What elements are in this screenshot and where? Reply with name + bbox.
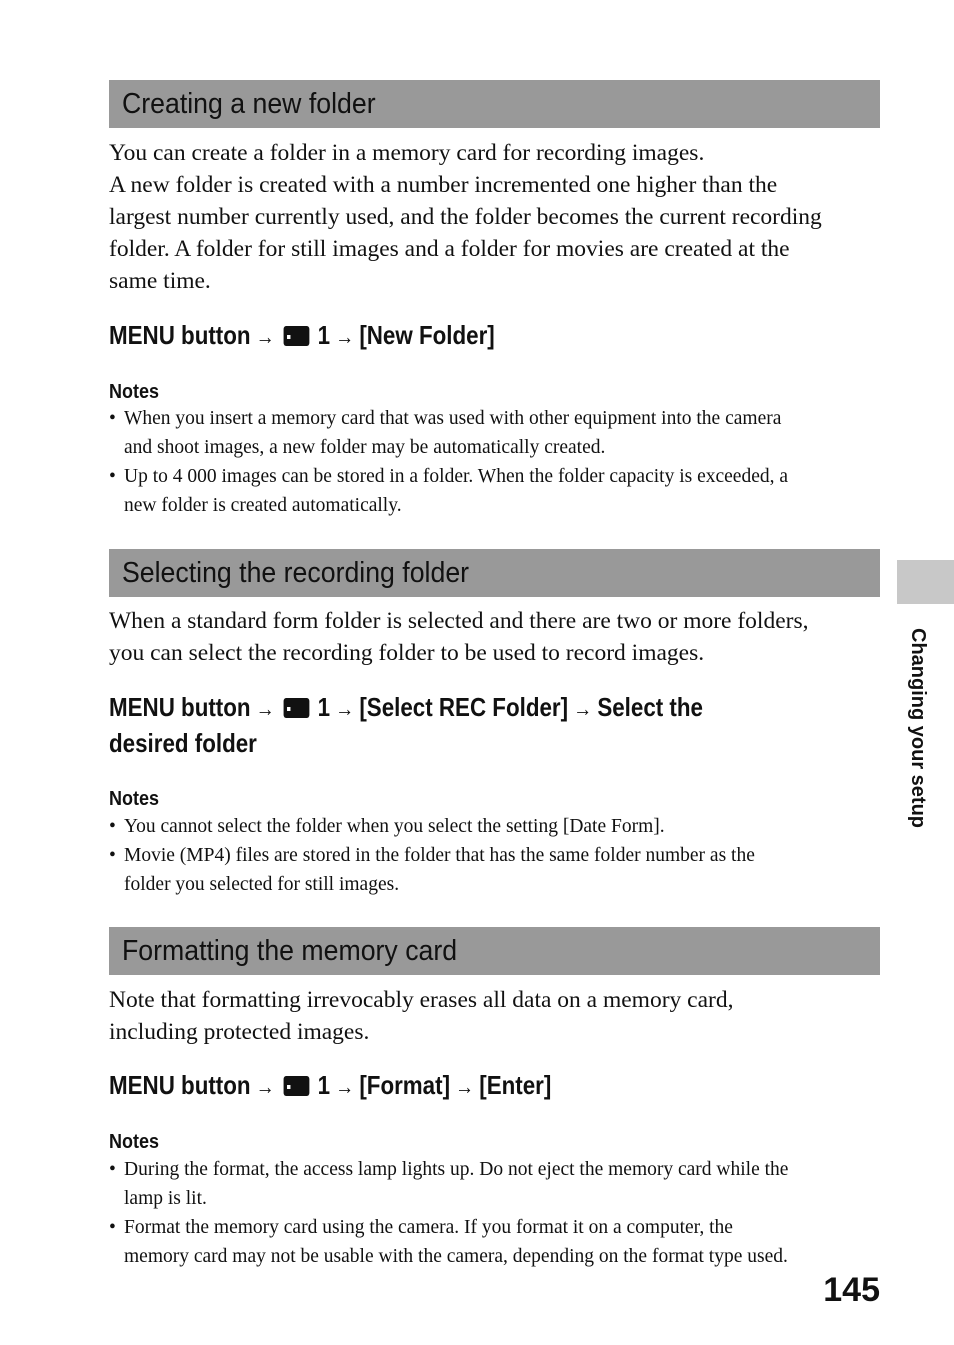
arrow-icon: → <box>255 1074 275 1099</box>
page-number: 145 <box>823 1271 880 1309</box>
notes-list <box>109 1155 889 1271</box>
body-line: Note that formatting irrevocably erases all data on a memory card, <box>109 987 734 1013</box>
menu-step: [Select REC Folder] <box>359 692 569 722</box>
note-item: • Format the memory card using the camera. If you format it on a computer, the memory card may not be usable with the camera, depending on the format type used. <box>109 1213 889 1271</box>
menu-button-label: MENU button <box>109 692 251 722</box>
chapter-tab-marker <box>897 560 954 604</box>
body-line: same time. <box>109 268 211 294</box>
arrow-icon: → <box>335 1074 355 1099</box>
body-line: largest number currently used, and the folder becomes the current recording <box>109 204 822 230</box>
memory-card-icon <box>283 326 309 346</box>
notes-list <box>109 812 889 899</box>
menu-tab-number: 1 <box>317 692 331 722</box>
arrow-icon: → <box>335 324 355 349</box>
menu-step: [Format] <box>359 1070 451 1100</box>
menu-tab-number: 1 <box>317 320 331 350</box>
notes-heading: Notes <box>109 788 160 810</box>
note-item: • When you insert a memory card that was used with other equipment into the camera and shoot images, a new folder may be automatically created. <box>109 404 889 462</box>
menu-path-format <box>109 1068 889 1104</box>
section-title-creating-folder: Creating a new folder <box>109 80 880 128</box>
memory-card-icon <box>283 1076 309 1096</box>
note-item: • You cannot select the folder when you select the setting [Date Form]. <box>109 812 889 841</box>
note-item: • Up to 4 000 images can be stored in a folder. When the folder capacity is exceeded, a new folder is created automatically. <box>109 462 889 520</box>
body-line: folder. A folder for still images and a folder for movies are created at the <box>109 236 790 262</box>
arrow-icon: → <box>255 696 275 721</box>
arrow-icon: → <box>255 324 275 349</box>
section-body-selecting-folder <box>109 605 889 669</box>
menu-path-select-rec-folder <box>109 690 889 761</box>
body-line: you can select the recording folder to be used to record images. <box>109 640 705 666</box>
body-line: You can create a folder in a memory card for recording images. <box>109 140 705 166</box>
memory-card-icon <box>283 698 309 718</box>
note-item: • Movie (MP4) files are stored in the folder that has the same folder number as the folder you selected for still images. <box>109 841 889 899</box>
menu-step: Select the <box>597 692 703 722</box>
menu-step: [Enter] <box>479 1070 552 1100</box>
menu-step: [New Folder] <box>359 320 495 350</box>
menu-tab-number: 1 <box>317 1070 331 1100</box>
section-body-formatting-card <box>109 984 889 1048</box>
notes-heading: Notes <box>109 1131 160 1153</box>
notes-heading: Notes <box>109 381 160 403</box>
menu-path-new-folder <box>109 318 889 354</box>
menu-button-label: MENU button <box>109 320 251 350</box>
menu-step-continuation: desired folder <box>109 728 257 758</box>
body-line: A new folder is created with a number incremented one higher than the <box>109 172 778 198</box>
menu-button-label: MENU button <box>109 1070 251 1100</box>
body-line: When a standard form folder is selected and there are two or more folders, <box>109 608 809 634</box>
arrow-icon: → <box>455 1074 475 1099</box>
body-line: including protected images. <box>109 1019 370 1045</box>
section-title-formatting-card: Formatting the memory card <box>109 927 880 975</box>
section-body-creating-folder <box>109 137 889 297</box>
arrow-icon: → <box>335 696 355 721</box>
notes-list <box>109 404 889 520</box>
section-title-selecting-folder: Selecting the recording folder <box>109 549 880 597</box>
chapter-tab-label: Changing your setup <box>907 628 929 828</box>
note-item: • During the format, the access lamp lights up. Do not eject the memory card while the lamp is lit. <box>109 1155 889 1213</box>
arrow-icon: → <box>573 696 593 721</box>
